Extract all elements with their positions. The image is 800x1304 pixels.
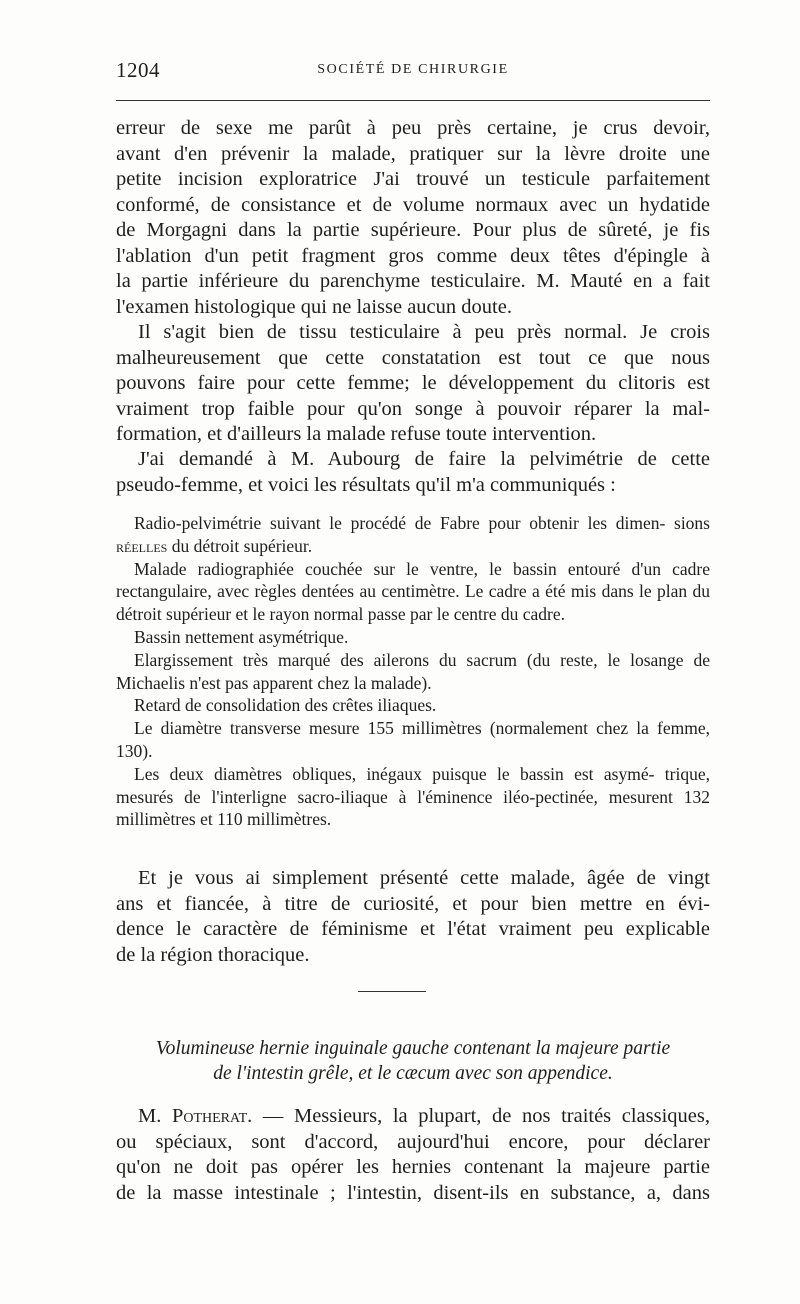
text-line: malheureusement que cette constatation est tout ce que nous: [116, 346, 710, 369]
text-line: l'ablation d'un petit fragment gros comme deux têtes d'épingle à: [116, 244, 710, 267]
section-divider: [358, 991, 426, 992]
text-line: ou spéciaux, sont d'accord, aujourd'hui encore, pour déclarer: [116, 1130, 710, 1153]
text-line: l'examen histologique qui ne laisse aucun doute.: [116, 295, 512, 318]
section-title-line: Volumineuse hernie inguinale gauche contenant la majeure partie: [155, 1038, 671, 1059]
text-line: la partie inférieure du parenchyme testiculaire. M. Mauté en a fait: [116, 270, 710, 292]
report-paragraph: Le diamètre transverse mesure 155 millimètres (normalement chez la femme, 130).: [116, 718, 710, 761]
speaker-name: M. Potherat.: [138, 1105, 253, 1127]
text-line: petite incision exploratrice J'ai trouvé un testicule parfaitement: [116, 168, 710, 190]
paragraph-2: [116, 320, 710, 448]
report-paragraph: Bassin nettement asymétrique.: [134, 626, 349, 647]
text-line: J'ai demandé à M. Aubourg de faire la pelvimétrie de cette: [138, 448, 710, 470]
section-title: [116, 1036, 710, 1086]
text-line: pouvons faire pour cette femme; le développement du clitoris est: [116, 372, 710, 394]
paragraph-3: [116, 447, 710, 498]
page-number: 1204: [116, 58, 160, 82]
header-rule: [116, 100, 710, 101]
report-paragraph: Les deux diamètres obliques, inégaux puisque le bassin est asymé- trique, mesurés de l'interligne sacro-iliaque à l'éminence iléo-pectinée, mesurent 132 millimètres et 110 millimètres.: [116, 763, 710, 830]
report-paragraph: Retard de consolidation des crêtes iliaques.: [134, 695, 437, 716]
text-line: de Morgagni dans la partie supérieure. Pour plus de sûreté, je fis: [116, 219, 710, 241]
text-line: erreur de sexe me parût à peu près certaine, je crus devoir,: [116, 117, 710, 139]
text-line: de la région thoracique.: [116, 943, 310, 966]
report-paragraph: Elargissement très marqué des ailerons du sacrum (du reste, le losange de Michaelis n'est pas apparent chez la malade).: [116, 649, 710, 693]
text-line: M. Potherat. — Messieurs, la plupart, de nos traités classiques,: [138, 1105, 711, 1127]
text-line: Et je vous ai simplement présenté cette malade, âgée de vingt: [138, 867, 710, 889]
section-title-line: de l'intestin grêle, et le cæcum avec son appendice.: [213, 1063, 613, 1084]
text-line: dence le caractère de féminisme et l'état vraiment peu explicable: [116, 918, 710, 940]
text-line: Il s'agit bien de tissu testiculaire à peu près normal. Je crois: [138, 321, 710, 343]
text-line: vraiment trop faible pour qu'on songe à pouvoir réparer la mal-: [116, 397, 710, 420]
page-header: [116, 58, 710, 88]
text-line: avant d'en prévenir la malade, pratiquer sur la lèvre droite une: [116, 142, 710, 165]
running-head: SOCIÉTÉ DE CHIRURGIE: [317, 62, 509, 77]
report-paragraph: Radio-pelvimétrie suivant le procédé de Fabre pour obtenir les dimen- sions réelles du détroit supérieur.: [116, 513, 710, 556]
paragraph-4: [116, 866, 710, 968]
paragraph-1: [116, 116, 710, 320]
report-paragraph: Malade radiographiée couchée sur le ventre, le bassin entouré d'un cadre rectangulaire, avec règles dentées au centimètre. Le cadre a été mis dans le plan du détroit supérieur et le rayon normal passe par le centre du cadre.: [116, 558, 710, 625]
pelvimetry-report: [116, 512, 710, 831]
text-line: ans et fiancée, à titre de curiosité, et pour bien mettre en évi-: [116, 892, 710, 915]
text-line: de la masse intestinale ; l'intestin, disent-ils en substance, a, dans: [116, 1181, 710, 1204]
text-line: conformé, de consistance et de volume normaux avec un hydatide: [116, 193, 710, 216]
text-line: qu'on ne doit pas opérer les hernies contenant la majeure partie: [116, 1156, 710, 1178]
paragraph-5: [116, 1104, 710, 1206]
text-line: pseudo-femme, et voici les résultats qu'il m'a communiqués :: [116, 473, 616, 496]
smallcaps-word: réelles: [116, 535, 168, 556]
text-line: formation, et d'ailleurs la malade refuse toute intervention.: [116, 423, 597, 445]
